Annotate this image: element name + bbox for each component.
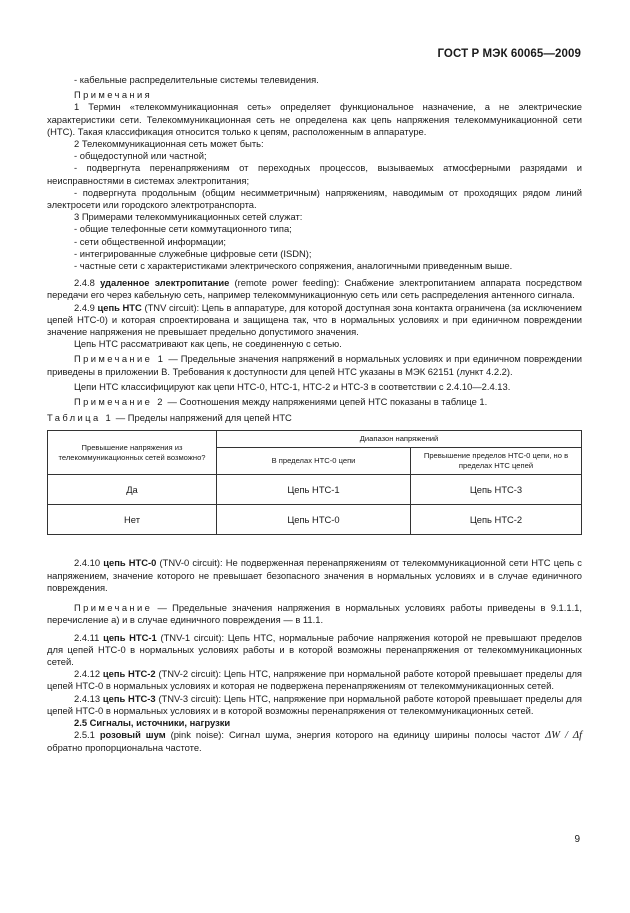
note-3-item-b: - сети общественной информации; (74, 235, 226, 247)
note-label: Примечание (74, 602, 153, 614)
table-caption (47, 412, 582, 424)
note-3-item-c: - интегрированные служебные цифровые сети (ISDN); (74, 247, 312, 259)
table-caption-label: Таблица 1 (47, 412, 114, 424)
note-3-item-a: - общие телефонные сети коммутационного типа; (74, 223, 292, 235)
note-tnv-0 (47, 602, 582, 626)
clause-number: 2.4.13 (74, 692, 103, 704)
table-header-row (48, 431, 582, 448)
definition: (TNV-1 circuit): Цепь НТС, нормальные рабочие напряжения которой не превышают пределов для цепей НТС-0 в нормальных условиях работы и в которой возможны перенапряжения от телекоммуникационных сетей. (47, 631, 582, 667)
clause-2-5-1 (47, 729, 582, 754)
clause-2-4-13 (47, 693, 582, 717)
definition: (pink noise): Сигнал шума, энергия которого на единицу ширины полосы частот (165, 729, 546, 741)
note-1: 1 Термин «телекоммуникационная сеть» определяет функциональное назначение, а не электрические характеристики сети. Телекоммуникационная сеть не определена как цепь напряжения телекоммуникационной сети (НТС). Такая классификация относится только к цепям, расположенным в аппаратуре. (47, 101, 582, 137)
table-cell: Да (48, 475, 217, 505)
note-3-intro: 3 Примерами телекоммуникационных сетей служат: (74, 211, 303, 223)
page-number: 9 (574, 834, 580, 845)
note-text: — Предельные значения напряжения в нормальных условиях работы приведены в 9.1.1.1, перечисление а) и в случае единичного повреждения — в 11.1. (47, 602, 582, 626)
note-tnv-1 (47, 353, 582, 377)
page-body (47, 74, 582, 755)
definition: (TNV-0 circuit): Не подверженная перенапряжениям от телекоммуникационной сети НТС цепь с напряжением, значение которого не превышает безопасного значения в нормальных условиях и в случае единичного повреждения. (47, 557, 582, 593)
classification: Цепи НТС классифицируют как цепи НТС-0, НТС-1, НТС-2 и НТС-3 в соответствии с 2.4.10—2.4.13. (74, 380, 511, 392)
clause-2-4-9 (47, 302, 582, 339)
formula: ΔW / Δf (545, 730, 582, 742)
clause-2-4-10 (47, 557, 582, 594)
voltage-limits-table (47, 430, 582, 535)
cable-tv-item: - кабельные распределительные системы телевидения. (74, 74, 319, 85)
note-2-item-c: - подвергнута продольным (общим несимметричным) напряжениям, наводимым от проходящих рядом линий электросети или городского электротранспорта. (47, 186, 582, 211)
note-text: — Предельные значения напряжений в нормальных условиях и при единичном повреждении приведены в приложении В. Требования к доступности для цепей НТС указаны в МЭК 62151 (лункт 4.2.2). (47, 353, 582, 377)
table-cell: Нет (48, 505, 217, 535)
note-2-item-a: - общедоступной или частной; (74, 150, 207, 162)
standard-id: ГОСТ Р МЭК 60065—2009 (437, 48, 581, 60)
clause-number: 2.5.1 (74, 729, 100, 741)
section-title: 2.5 Сигналы, источники, нагрузки (74, 716, 231, 728)
note-tnv-2 (47, 396, 582, 408)
clause-number: 2.4.10 (74, 557, 104, 569)
clause-2-4-9-extra: Цепь НТС рассматривают как цепь, не соединенную с сетью. (74, 338, 342, 350)
clause-number: 2.4.11 (74, 631, 104, 643)
definition: (TNV circuit): Цепь в аппаратуре, для которой доступная зона контакта ограничена (за исключением цепей НТС-0) и которая спроектирована и защищена так, что в нормальных условиях и при единичном повреждении значение напряжения не превышает предельно допустимого значения. (47, 301, 582, 338)
table-row (48, 505, 582, 535)
clause-2-4-12 (47, 668, 582, 692)
clause-number: 2.4.12 (74, 668, 103, 680)
table-cell: Цепь НТС-3 (411, 475, 582, 505)
note-text: — Соотношения между напряжениями цепей НТС показаны в таблице 1. (164, 396, 488, 408)
clause-2-4-11 (47, 632, 582, 669)
table-cell: Цепь НТС-0 (217, 505, 411, 535)
table-cell: Цепь НТС-2 (411, 505, 582, 535)
voltage-range-header: Диапазон напряжений (217, 431, 582, 448)
notes-title: Примечания (74, 89, 153, 101)
note-label: Примечание 2 (74, 396, 165, 408)
term: цепь НТС-1 (103, 631, 157, 643)
table-caption-text: — Пределы напряжений для цепей НТС (113, 412, 292, 424)
definition: (remote power feeding): Снабжение электропитанием аппарата посредством передачи его через кабельную сеть, например телекоммуникационную сеть или сеть распределения антенного сигнала. (47, 277, 582, 301)
note-label: Примечание 1 (74, 353, 166, 365)
note-2-intro: 2 Телекоммуникационная сеть может быть: (74, 138, 264, 150)
clause-number: 2.4.8 (74, 277, 101, 289)
term: цепь НТС-3 (102, 692, 156, 704)
table-cell: Цепь НТС-1 (217, 475, 411, 505)
col-within-tnv0-header: В пределах НТС-0 цепи (217, 448, 411, 475)
definition: (TNV-3 circuit): Цепь НТС, напряжение при нормальной работе которой превышает пределы для цепей НТС-0 в нормальных условиях и в которой возможны перенапряжения от телекоммуникационных сетей. (47, 692, 583, 716)
term: цепь НТС (97, 301, 142, 313)
note-2-item-b: - подвергнута перенапряжениям от переходных процессов, вызываемых атмосферными разрядами и неисправностями в системах электропитания; (47, 162, 582, 186)
definition: (TNV-2 circuit): Цепь НТС, напряжение при нормальной работе которой превышает пределы для цепей НТС-0 в нормальных условиях и которая не подвержена перенапряжениям от телекоммуникационных сетей. (47, 668, 583, 692)
clause-2-4-8 (47, 277, 582, 301)
term: розовый шум (99, 729, 166, 741)
definition-tail: обратно пропорциональна частоте. (47, 742, 202, 754)
clause-number: 2.4.9 (74, 301, 98, 313)
note-3-item-d: - частные сети с характеристиками электрического сопряжения, аналогичными приведенным выше. (74, 260, 513, 272)
term: цепь НТС-2 (102, 668, 156, 680)
col-exceed-tnv0-header: Превышение пределов НТС-0 цепи, но в пределах НТС цепей (411, 448, 582, 475)
section-2-5-heading (47, 717, 582, 729)
col-overvoltage-header: Превышение напряжения из телекоммуникационных сетей возможно? (48, 431, 217, 475)
table-row (48, 475, 582, 505)
term: цепь НТС-0 (103, 557, 157, 569)
term: удаленное электропитание (100, 277, 230, 289)
